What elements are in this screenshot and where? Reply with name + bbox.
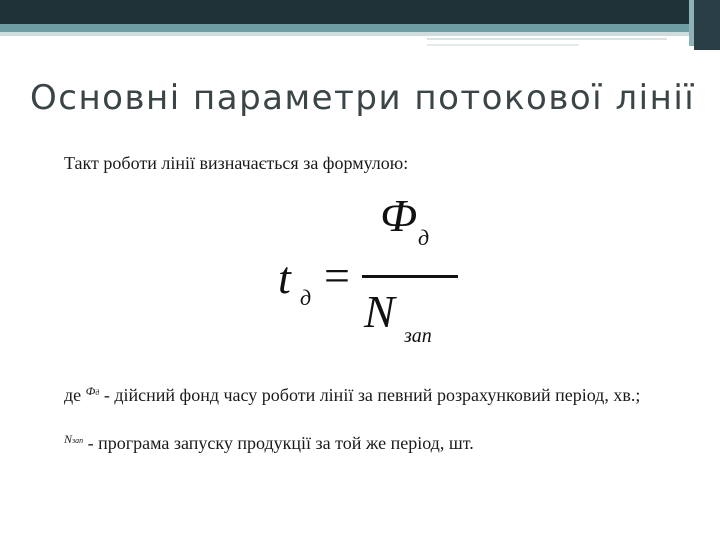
definition-line-1	[64, 385, 640, 406]
header-light-band	[0, 32, 720, 36]
header-dark-band	[0, 0, 720, 24]
n-symbol: N	[64, 432, 73, 446]
definition-text-2: - програма запуску продукції за той же період, шт.	[87, 433, 474, 453]
formula-denominator: N	[364, 286, 395, 337]
formula-denominator-subscript: зап	[404, 325, 432, 347]
header-decoration	[0, 0, 720, 40]
formula-numerator: Ф	[380, 190, 417, 241]
definition-prefix: де	[64, 385, 82, 405]
formula-numerator-subscript: д	[418, 225, 430, 250]
header-thin-line	[427, 38, 667, 40]
formula-equals: =	[324, 250, 350, 301]
n-subscript: зап	[72, 436, 84, 445]
slide-title: Основні параметри потокової лінії	[30, 78, 696, 118]
header-corner-block	[694, 0, 720, 50]
phi-subscript: д	[95, 388, 100, 397]
formula-lhs-subscript: д	[300, 285, 312, 310]
header-thin-line-short	[427, 44, 579, 46]
intro-text: Такт роботи лінії визначається за формулою:	[64, 153, 409, 173]
definition-text-1: - дійсний фонд часу роботи лінії за певний розрахунковий період, хв.;	[103, 385, 641, 405]
takt-formula	[270, 185, 470, 365]
definition-symbol-n	[64, 432, 83, 446]
definition-symbol-phi	[86, 384, 100, 398]
header-teal-band	[0, 24, 720, 32]
formula-lhs: t	[278, 252, 291, 303]
phi-symbol: Ф	[85, 384, 96, 398]
definition-line-2	[64, 433, 474, 454]
formula-fraction-bar	[362, 275, 458, 278]
